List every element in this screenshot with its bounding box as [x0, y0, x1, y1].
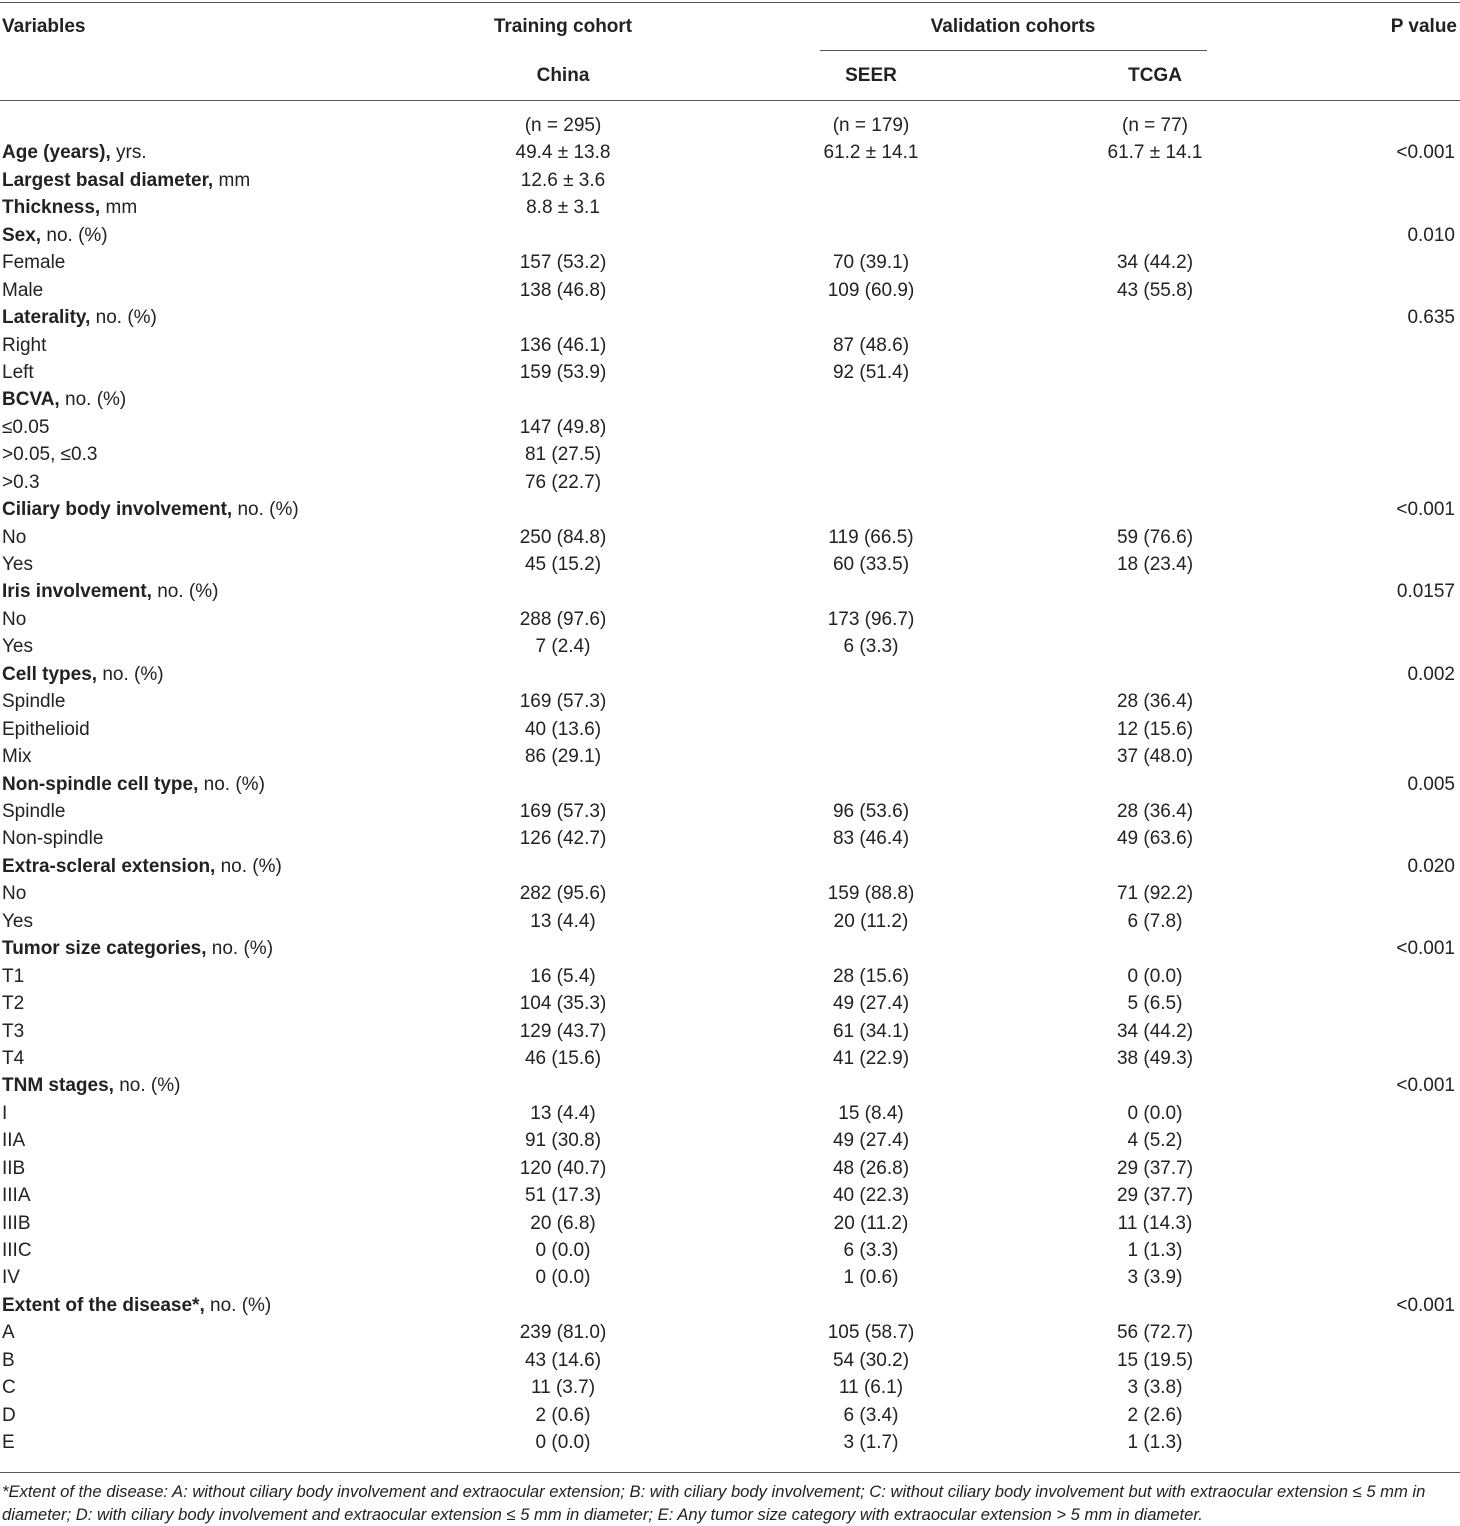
table-row: [0, 935, 1460, 962]
table-row: [0, 359, 1460, 386]
tcga-cell: 1 (1.3): [1127, 1432, 1183, 1454]
seer-cell: 3 (1.7): [843, 1432, 899, 1454]
row-label-bold: Sex,: [2, 224, 42, 246]
row-label-text: mm: [100, 197, 138, 219]
row-label: [2, 1292, 271, 1319]
table-row: [0, 880, 1460, 907]
row-label: [2, 1210, 31, 1237]
seer-cell: 48 (26.8): [832, 1157, 910, 1179]
china-cell: 46 (15.6): [524, 1047, 602, 1069]
row-label-bold: Age (years),: [2, 142, 111, 164]
china-cell: 147 (49.8): [519, 416, 607, 438]
row-label-text: no. (%): [41, 224, 108, 246]
row-label: [2, 441, 97, 468]
row-label-text: yrs.: [110, 142, 147, 164]
table-row: [0, 222, 1460, 249]
row-label-text: E: [2, 1432, 15, 1454]
tcga-cell: 18 (23.4): [1116, 554, 1194, 576]
tcga-cell: 12 (15.6): [1116, 718, 1194, 740]
seer-cell: 20 (11.2): [833, 910, 909, 932]
table-row: [0, 1045, 1460, 1072]
row-label-text: Male: [2, 279, 44, 301]
table-row: [0, 386, 1460, 413]
table-row: [0, 194, 1460, 221]
row-label: [2, 1347, 15, 1374]
seer-cell: 6 (3.4): [843, 1404, 899, 1426]
row-label: [2, 716, 90, 743]
seer-cell: 109 (60.9): [827, 279, 915, 301]
row-label-text: A: [2, 1322, 15, 1344]
china-cell: 20 (6.8): [530, 1212, 596, 1234]
row-label: [2, 249, 65, 276]
row-label-bold: Laterality,: [2, 307, 91, 329]
china-cell: 81 (27.5): [524, 444, 602, 466]
seer-cell: 6 (3.3): [843, 636, 899, 658]
china-cell: 250 (84.8): [519, 526, 607, 548]
seer-cell: 119 (66.5): [828, 526, 914, 548]
row-label-text: I: [2, 1102, 8, 1124]
china-cell: 239 (81.0): [519, 1322, 607, 1344]
row-label-text: IIA: [2, 1130, 26, 1152]
tcga-cell: 34 (44.2): [1116, 1020, 1194, 1042]
row-label-bold: Largest basal diameter,: [2, 169, 214, 191]
p-value-cell: <0.001: [1396, 1294, 1455, 1316]
china-cell: 157 (53.2): [519, 252, 607, 274]
table-row: [0, 1292, 1460, 1319]
china-cell: 12.6 ± 3.6: [520, 169, 606, 191]
table-row: [0, 1127, 1460, 1154]
china-cell: 136 (46.1): [519, 334, 607, 356]
row-label-text: ≤0.05: [2, 416, 50, 438]
row-label: [2, 908, 33, 935]
row-label: [2, 386, 126, 413]
row-label: [2, 578, 218, 605]
row-label-text: no. (%): [59, 389, 127, 411]
row-label-text: Yes: [2, 636, 33, 658]
row-label-text: Mix: [2, 746, 32, 768]
top-rule: [0, 2, 1460, 3]
seer-cell: 28 (15.6): [832, 965, 910, 987]
bottom-rule: [0, 1472, 1460, 1473]
row-label-bold: TNM stages,: [2, 1075, 114, 1097]
tcga-cell: 5 (6.5): [1127, 993, 1183, 1015]
table-row: [0, 798, 1460, 825]
china-cell: 51 (17.3): [524, 1185, 602, 1207]
table-row: [0, 661, 1460, 688]
china-cell: 0 (0.0): [535, 1267, 591, 1289]
china-cell: 282 (95.6): [519, 883, 607, 905]
row-label-bold: Tumor size categories,: [2, 938, 207, 960]
seer-cell: 54 (30.2): [832, 1349, 910, 1371]
row-label: [2, 853, 282, 880]
row-label: [2, 1072, 180, 1099]
row-label: [2, 606, 26, 633]
row-label-text: IIIA: [2, 1185, 31, 1207]
table-row: [0, 469, 1460, 496]
table-row: [0, 304, 1460, 331]
row-label: [2, 359, 34, 386]
china-cell: (n = 295): [524, 115, 602, 136]
row-label: [2, 1155, 25, 1182]
tcga-cell: 3 (3.8): [1127, 1377, 1183, 1399]
row-label-text: mm: [213, 169, 251, 191]
row-label-text: no. (%): [204, 1294, 272, 1316]
row-label-text: no. (%): [215, 855, 282, 877]
seer-cell: 61.2 ± 14.1: [823, 142, 919, 164]
table-row: [0, 441, 1460, 468]
table-row: [0, 1072, 1460, 1099]
table-row: [0, 1100, 1460, 1127]
row-label-text: Left: [2, 361, 34, 383]
p-value-cell: 0.005: [1407, 773, 1455, 795]
p-value-cell: <0.001: [1396, 938, 1455, 960]
china-cell: 13 (4.4): [530, 910, 596, 932]
tcga-cell: (n = 77): [1121, 115, 1189, 136]
table-row: [0, 633, 1460, 660]
row-label-bold: Extra-scleral extension,: [2, 855, 216, 877]
row-label-text: No: [2, 608, 27, 630]
row-label: [2, 524, 26, 551]
china-cell: 0 (0.0): [535, 1240, 591, 1262]
validation-span-rule: [820, 50, 1207, 51]
table-row: [0, 112, 1460, 139]
row-label: [2, 222, 108, 249]
row-label-bold: Iris involvement,: [2, 581, 152, 603]
china-cell: 104 (35.3): [519, 993, 607, 1015]
tcga-cell: 4 (5.2): [1127, 1130, 1183, 1152]
china-cell: 169 (57.3): [519, 801, 607, 822]
row-label-text: No: [2, 883, 27, 905]
seer-cell: 159 (88.8): [827, 883, 915, 905]
row-label-text: Yes: [2, 910, 33, 932]
header-bottom-rule: [0, 100, 1460, 101]
row-label: [2, 1264, 20, 1291]
footnote: *Extent of the disease: A: without ciliary body involvement and extraocular extension; B: with ciliary body involvement; C: without ciliary body involvement but with extraocular extension ≤ 5 mm in diameter; D: with ciliary body involvement and extraocular extension ≤ 5 mm in diameter; E: Any tumor size category with extraocular extension > 5 mm in diameter.: [2, 1482, 1426, 1524]
table-row: [0, 277, 1460, 304]
row-label-bold: BCVA,: [2, 389, 60, 411]
row-label-text: D: [2, 1404, 16, 1426]
seer-cell: 105 (58.7): [827, 1322, 915, 1344]
seer-cell: 96 (53.6): [832, 801, 910, 822]
p-value-cell: 0.0157: [1396, 581, 1455, 603]
table-row: [0, 167, 1460, 194]
tcga-cell: 15 (19.5): [1116, 1349, 1194, 1371]
table-row: [0, 139, 1460, 166]
row-label: [2, 1237, 32, 1264]
row-label-text: IIIC: [2, 1240, 32, 1262]
row-label-text: no. (%): [206, 938, 274, 960]
header-validation-cohorts: Validation cohorts: [930, 16, 1096, 37]
row-label-bold: Ciliary body involvement,: [2, 499, 233, 521]
china-cell: 43 (14.6): [524, 1349, 602, 1371]
row-label-bold: Non-spindle cell type,: [2, 773, 199, 795]
table-row: [0, 716, 1460, 743]
china-cell: 120 (40.7): [519, 1157, 607, 1179]
table-row: [0, 1182, 1460, 1209]
p-value-cell: 0.635: [1407, 307, 1455, 329]
tcga-cell: 6 (7.8): [1127, 910, 1183, 932]
header-p-value: P value: [1390, 16, 1457, 37]
row-label: [2, 194, 137, 221]
table-row: [0, 1374, 1460, 1401]
china-cell: 8.8 ± 3.1: [526, 197, 600, 219]
table-row: [0, 1210, 1460, 1237]
tcga-cell: 56 (72.7): [1116, 1322, 1194, 1344]
row-label: [2, 661, 164, 688]
china-cell: 45 (15.2): [524, 554, 602, 576]
row-label: [2, 825, 103, 852]
table-row: [0, 1319, 1460, 1346]
tcga-cell: 29 (37.7): [1116, 1157, 1194, 1179]
tcga-cell: 28 (36.4): [1116, 691, 1194, 713]
row-label-text: no. (%): [97, 663, 164, 685]
seer-cell: 70 (39.1): [832, 252, 910, 274]
p-value-cell: <0.001: [1396, 499, 1455, 521]
tcga-cell: 37 (48.0): [1116, 746, 1194, 768]
row-label: [2, 1182, 31, 1209]
table-row: [0, 551, 1460, 578]
table-row: [0, 1429, 1460, 1456]
table-row: [0, 771, 1460, 798]
row-label-text: Yes: [2, 554, 33, 576]
seer-cell: (n = 179): [832, 115, 910, 136]
table-row: [0, 1018, 1460, 1045]
row-label: [2, 1429, 15, 1456]
tcga-cell: 28 (36.4): [1116, 801, 1194, 822]
row-label: [2, 1018, 24, 1045]
china-cell: 159 (53.9): [519, 361, 607, 383]
tcga-cell: 0 (0.0): [1127, 1102, 1183, 1124]
china-cell: 288 (97.6): [519, 608, 607, 630]
seer-cell: 11 (6.1): [838, 1377, 904, 1399]
seer-cell: 49 (27.4): [832, 993, 910, 1015]
row-label: [2, 1319, 15, 1346]
table-row: [0, 688, 1460, 715]
row-label: [2, 688, 65, 715]
row-label: [2, 963, 24, 990]
row-label: [2, 1127, 25, 1154]
row-label: [2, 1402, 16, 1429]
p-value-cell: 0.010: [1407, 224, 1455, 246]
row-label: [2, 1045, 24, 1072]
china-cell: 13 (4.4): [530, 1102, 596, 1124]
tcga-cell: 71 (92.2): [1116, 883, 1194, 905]
tcga-cell: 11 (14.3): [1117, 1212, 1193, 1234]
row-label-text: C: [2, 1377, 16, 1399]
tcga-cell: 34 (44.2): [1116, 252, 1194, 274]
table-row: [0, 825, 1460, 852]
row-label-text: no. (%): [113, 1075, 181, 1097]
row-label-text: no. (%): [232, 499, 299, 521]
table-row: [0, 1347, 1460, 1374]
row-label: [2, 743, 32, 770]
row-label: [2, 935, 273, 962]
row-label-bold: Extent of the disease*,: [2, 1294, 205, 1316]
tcga-cell: 49 (63.6): [1116, 828, 1194, 850]
row-label: [2, 139, 147, 166]
tcga-cell: 3 (3.9): [1127, 1267, 1183, 1289]
row-label: [2, 633, 33, 660]
china-cell: 49.4 ± 13.8: [515, 142, 611, 164]
seer-cell: 41 (22.9): [832, 1047, 910, 1069]
row-label-text: >0.3: [2, 471, 40, 493]
seer-cell: 83 (46.4): [832, 828, 910, 850]
row-label-text: Female: [2, 252, 66, 274]
china-cell: 7 (2.4): [535, 636, 591, 658]
header-seer: SEER: [845, 65, 897, 86]
china-cell: 16 (5.4): [530, 965, 596, 987]
china-cell: 76 (22.7): [524, 471, 602, 493]
table-row: [0, 990, 1460, 1017]
table-row: [0, 414, 1460, 441]
row-label: [2, 771, 265, 798]
china-cell: 138 (46.8): [519, 279, 607, 301]
header-training-cohort: Training cohort: [493, 16, 633, 37]
row-label: [2, 990, 24, 1017]
row-label: [2, 167, 250, 194]
china-cell: 169 (57.3): [519, 691, 607, 713]
table-row: [0, 606, 1460, 633]
p-value-cell: <0.001: [1396, 142, 1455, 164]
row-label-text: no. (%): [90, 307, 157, 329]
china-cell: 40 (13.6): [524, 718, 602, 740]
tcga-cell: 0 (0.0): [1127, 965, 1183, 987]
seer-cell: 173 (96.7): [827, 608, 915, 630]
tcga-cell: 1 (1.3): [1127, 1240, 1183, 1262]
tcga-cell: 61.7 ± 14.1: [1107, 142, 1203, 164]
row-label-bold: Thickness,: [2, 197, 101, 219]
row-label-text: Non-spindle: [2, 828, 104, 850]
china-cell: 86 (29.1): [524, 746, 602, 768]
row-label-text: IIB: [2, 1157, 26, 1179]
seer-cell: 1 (0.6): [843, 1267, 899, 1289]
table-row: [0, 1237, 1460, 1264]
china-cell: 0 (0.0): [535, 1432, 591, 1454]
row-label: [2, 551, 33, 578]
row-label-text: B: [2, 1349, 15, 1371]
row-label: [2, 496, 299, 523]
seer-cell: 92 (51.4): [832, 361, 910, 383]
china-cell: 2 (0.6): [535, 1404, 591, 1426]
table-row: [0, 249, 1460, 276]
table-row: [0, 524, 1460, 551]
row-label-text: Epithelioid: [2, 718, 90, 740]
row-label-text: T1: [2, 965, 25, 987]
table-row: [0, 578, 1460, 605]
seer-cell: 87 (48.6): [832, 334, 910, 356]
seer-cell: 6 (3.3): [843, 1240, 899, 1262]
row-label-bold: Cell types,: [2, 663, 98, 685]
row-label-text: T2: [2, 993, 25, 1015]
seer-cell: 61 (34.1): [832, 1020, 910, 1042]
row-label-text: T4: [2, 1047, 25, 1069]
table-row: [0, 496, 1460, 523]
header-china: China: [536, 65, 590, 86]
row-label-text: IV: [2, 1267, 20, 1289]
table-row: [0, 1264, 1460, 1291]
p-value-cell: <0.001: [1396, 1075, 1455, 1097]
table-row: [0, 332, 1460, 359]
seer-cell: 40 (22.3): [832, 1185, 910, 1207]
seer-cell: 15 (8.4): [838, 1102, 904, 1124]
seer-cell: 60 (33.5): [832, 554, 910, 576]
seer-cell: 49 (27.4): [832, 1130, 910, 1152]
seer-cell: 20 (11.2): [833, 1212, 909, 1234]
china-cell: 91 (30.8): [524, 1130, 602, 1152]
table-row: [0, 853, 1460, 880]
tcga-cell: 43 (55.8): [1116, 279, 1194, 301]
p-value-cell: 0.002: [1407, 663, 1455, 685]
row-label: [2, 880, 26, 907]
table-row: [0, 1402, 1460, 1429]
table-row: [0, 743, 1460, 770]
tcga-cell: 29 (37.7): [1116, 1185, 1194, 1207]
table-row: [0, 1155, 1460, 1182]
row-label: [2, 1374, 16, 1401]
row-label-text: >0.05, ≤0.3: [2, 444, 98, 466]
header-tcga: TCGA: [1128, 65, 1182, 86]
table-row: [0, 908, 1460, 935]
row-label-text: no. (%): [151, 581, 219, 603]
row-label: [2, 277, 43, 304]
row-label: [2, 304, 157, 331]
china-cell: 11 (3.7): [530, 1377, 596, 1399]
p-value-cell: 0.020: [1407, 855, 1455, 877]
tcga-cell: 38 (49.3): [1116, 1047, 1194, 1069]
tcga-cell: 59 (76.6): [1116, 526, 1194, 548]
row-label-text: Spindle: [2, 801, 66, 822]
china-cell: 126 (42.7): [519, 828, 607, 850]
header-variables: Variables: [2, 16, 86, 37]
table-row: [0, 963, 1460, 990]
row-label-text: no. (%): [198, 773, 265, 795]
row-label-text: T3: [2, 1020, 25, 1042]
row-label-text: Spindle: [2, 691, 66, 713]
china-cell: 129 (43.7): [519, 1020, 607, 1042]
row-label: [2, 414, 49, 441]
row-label: [2, 332, 46, 359]
row-label-text: Right: [2, 334, 47, 356]
row-label: [2, 1100, 7, 1127]
tcga-cell: 2 (2.6): [1127, 1404, 1183, 1426]
row-label-text: IIIB: [2, 1212, 31, 1234]
row-label-text: No: [2, 526, 27, 548]
row-label: [2, 798, 65, 825]
row-label: [2, 469, 40, 496]
